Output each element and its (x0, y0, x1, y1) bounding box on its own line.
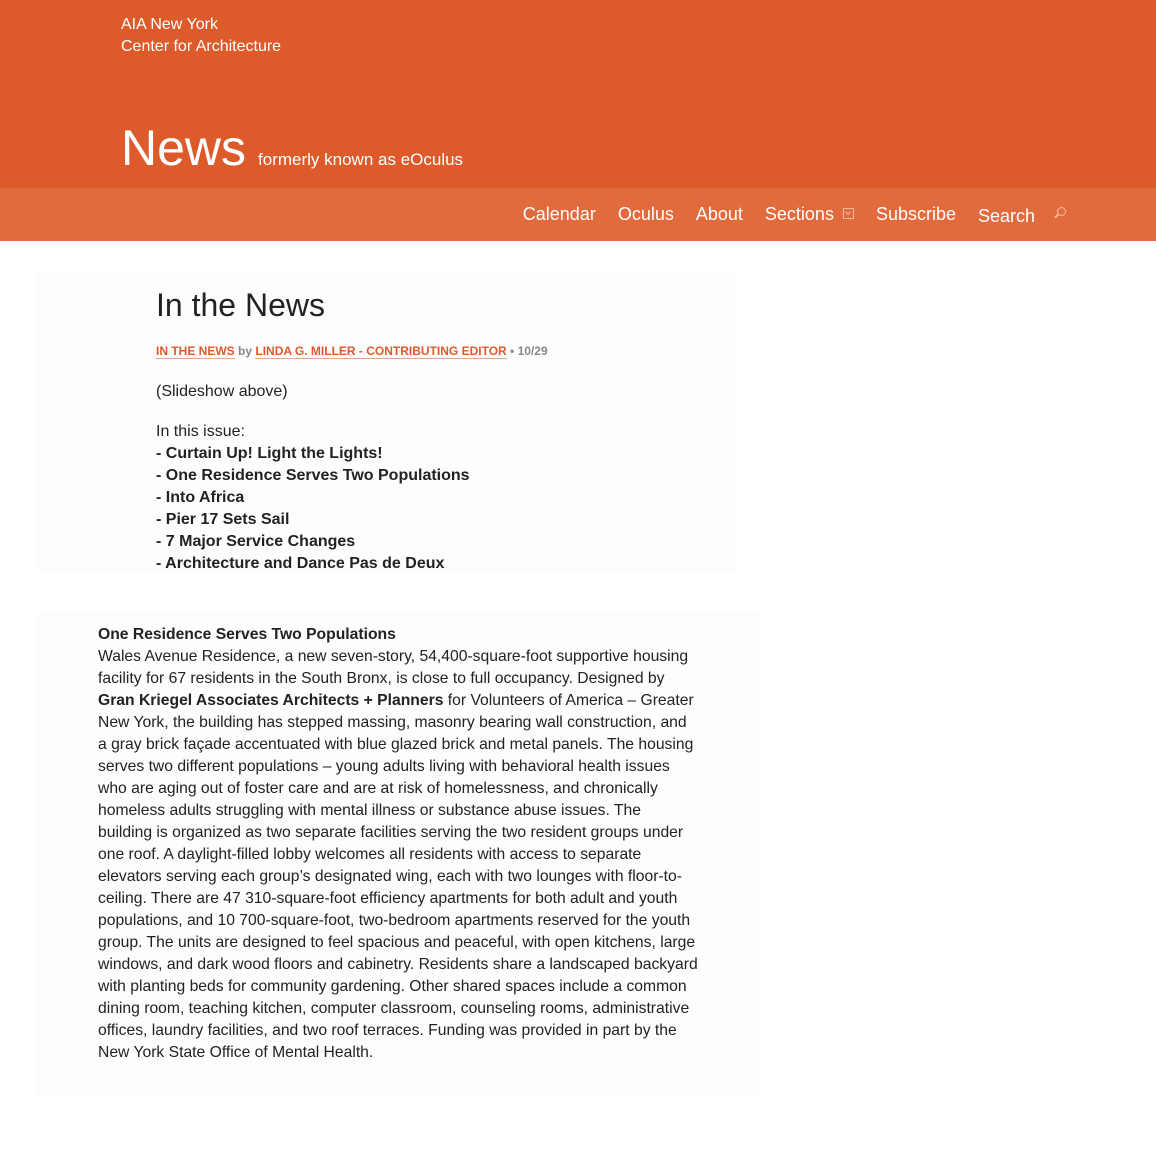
category-link[interactable]: IN THE NEWS (156, 344, 235, 358)
article-text-after: for Volunteers of America – Greater New York, the building has stepped massing, masonry bearing wall construction, and a gray brick façade accentuated with blue glazed brick and metal panels. The housing serves two different populations – young adults living with behavioral health issues who are aging out of foster care and are at risk of homelessness, and chronically homeless adults struggling with mental illness or substance abuse issues. The building is organized as two separate facilities serving the two resident groups under one roof. A daylight-filled lobby welcomes all residents with access to separate elevators serving each group’s designated wing, each with two lounges with floor-to-ceiling. There are 47 310-square-foot efficiency apartments for both adult and youth populations, and 10 700-square-foot, two-bedroom apartments reserved for the youth group. The units are designed to feel spacious and peaceful, with open kitchens, large windows, and dark wood floors and cabinetry. Residents share a landscaped backyard with planting beds for community gardening. Other shared spaces include a common dining room, teaching kitchen, computer classroom, counseling rooms, administrative offices, laundry facilities, and two roof terraces. Funding was provided in part by the New York State Office of Mental Health. (98, 692, 698, 1061)
issue-item: - Into Africa (156, 489, 245, 506)
site-header (0, 0, 1156, 188)
nav-about[interactable]: About (695, 204, 743, 224)
issue-item: - Architecture and Dance Pas de Deux (156, 555, 445, 572)
search-box (978, 202, 1066, 227)
article-paragraph (98, 646, 698, 1064)
main-nav (501, 188, 1066, 241)
site-tagline: formerly known as eOculus (258, 150, 464, 169)
author-link[interactable]: LINDA G. MILLER - CONTRIBUTING EDITOR (255, 344, 507, 358)
issue-item: - Curtain Up! Light the Lights! (156, 445, 383, 462)
issue-list (156, 421, 470, 575)
post-meta (156, 344, 548, 358)
nav-bar (0, 188, 1156, 241)
page-title: In the News (156, 287, 325, 323)
nav-calendar[interactable]: Calendar (522, 204, 596, 224)
issue-heading: In this issue: (156, 423, 245, 440)
nav-sections[interactable] (765, 204, 854, 225)
org-line-2[interactable]: Center for Architecture (121, 38, 282, 55)
chevron-down-icon[interactable] (843, 208, 854, 219)
article-body (98, 624, 698, 1064)
nav-sections-label: Sections (764, 204, 834, 224)
post-date: • 10/29 (510, 344, 548, 358)
site-title (121, 118, 463, 178)
issue-item: - 7 Major Service Changes (156, 533, 356, 550)
site-title-text[interactable]: News (121, 120, 247, 176)
slideshow-note: (Slideshow above) (156, 383, 288, 400)
nav-oculus[interactable]: Oculus (617, 204, 674, 224)
issue-item: - Pier 17 Sets Sail (156, 511, 290, 528)
firm-name: Gran Kriegel Associates Architects + Planners (98, 692, 444, 709)
nav-subscribe[interactable]: Subscribe (875, 204, 956, 224)
article-title: One Residence Serves Two Populations (98, 626, 396, 643)
search-input[interactable] (978, 206, 1042, 227)
article-text-before: Wales Avenue Residence, a new seven-story, 54,400-square-foot supportive housing facility for 67 residents in the South Bronx, is close to full occupancy. Designed by (98, 648, 689, 687)
by-label: by (238, 344, 253, 358)
issue-item: - One Residence Serves Two Populations (156, 467, 470, 484)
search-icon[interactable] (1057, 207, 1066, 216)
org-line-1[interactable]: AIA New York (121, 16, 218, 33)
org-name[interactable] (121, 14, 281, 58)
